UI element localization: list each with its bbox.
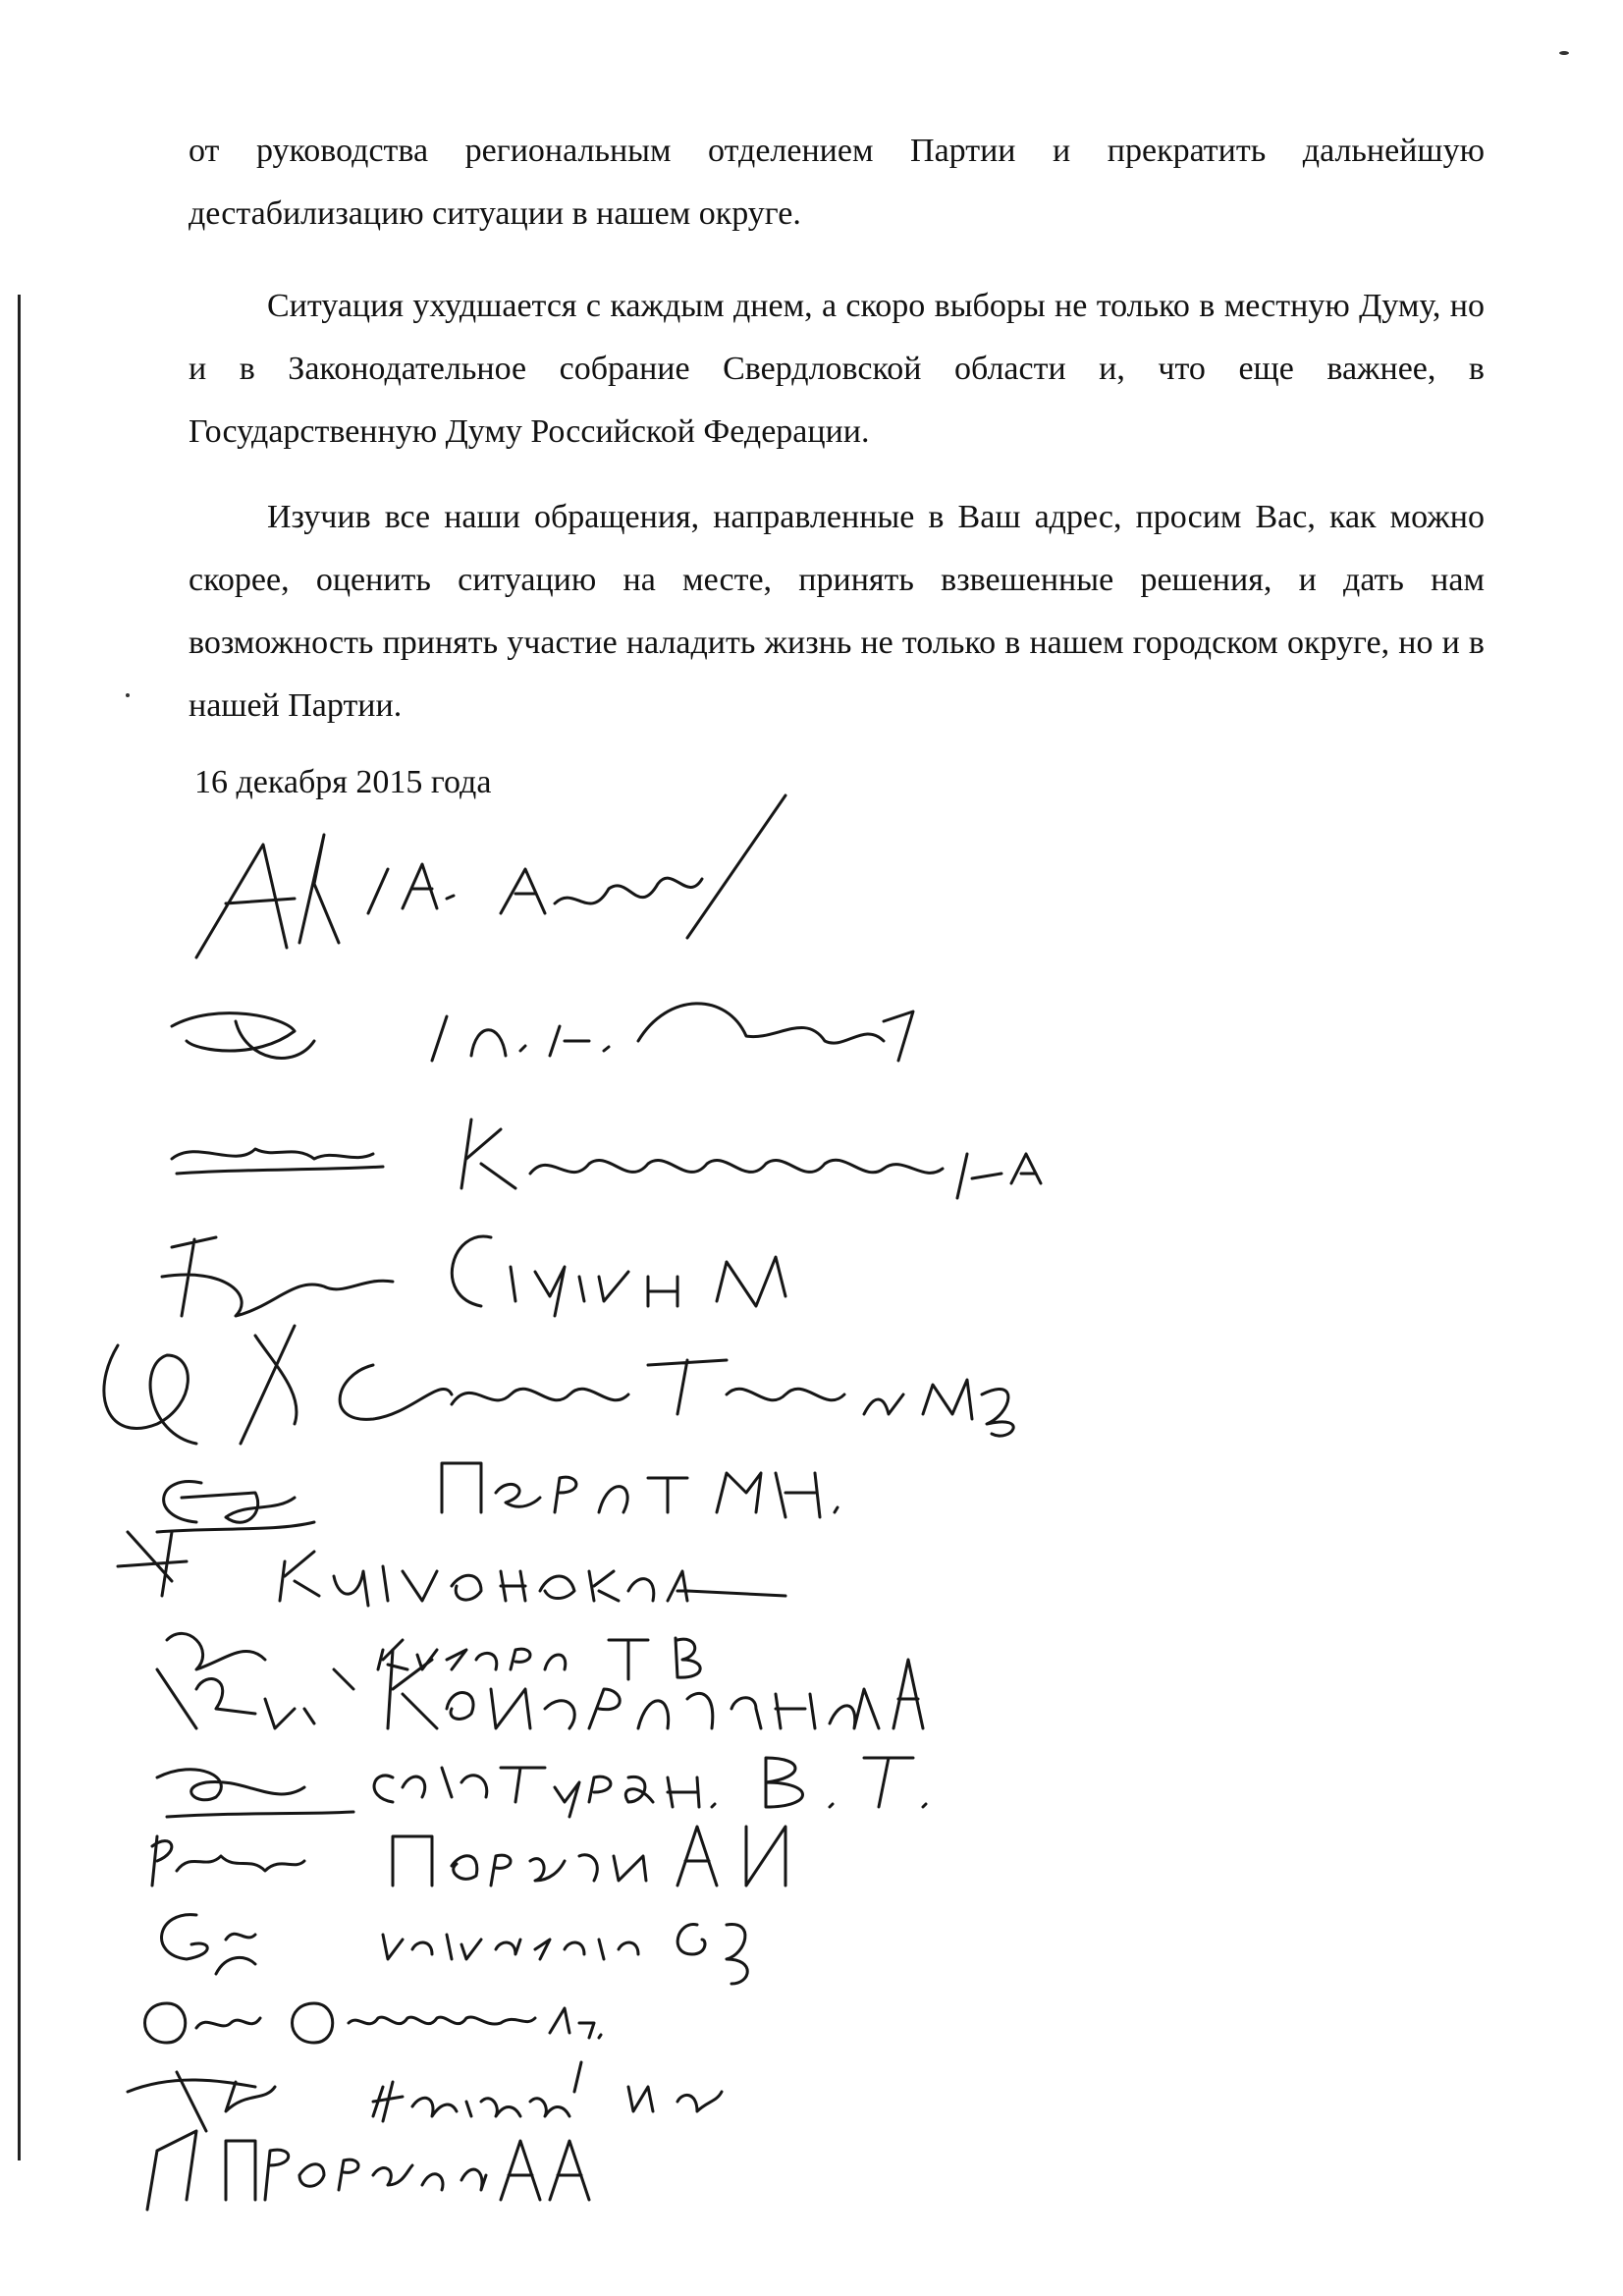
signature-4 xyxy=(162,1236,785,1316)
signature-13 xyxy=(145,2003,602,2043)
signature-1 xyxy=(196,795,785,957)
signature-2 xyxy=(172,1004,913,1061)
document-date: 16 декабря 2015 года xyxy=(194,764,492,800)
signature-15 xyxy=(147,2131,589,2210)
paragraph-2: Ситуация ухудшается с каждым днем, а скоро выборы не только в местную Думу, но и в Законодательное собрание Свердловской области и, что еще важнее, в Государственную Думу Российской Федерации. xyxy=(189,288,1485,450)
signature-14 xyxy=(128,2062,722,2131)
signature-10 xyxy=(157,1758,926,1817)
signature-11 xyxy=(152,1827,785,1886)
signature-6 xyxy=(157,1463,838,1532)
signature-7 xyxy=(118,1532,785,1606)
signature-12 xyxy=(162,1915,748,1984)
signature-3 xyxy=(172,1120,1041,1198)
paragraph-1: от руководства региональным отделением Партии и прекратить дальнейшую дестабилизацию ситуации в нашем округе. xyxy=(189,133,1485,232)
paragraph-3: Изучив все наши обращения, направленные в Ваш адрес, просим Вас, как можно скорее, оценить ситуацию на месте, принять взвешенные решения, и дать нам возможность принять участие наладить жизнь не только в нашем городском округе, но и в нашей Партии. xyxy=(189,499,1485,724)
signature-8 xyxy=(167,1633,700,1679)
signature-5 xyxy=(104,1326,1013,1444)
signature-9 xyxy=(157,1650,923,1728)
